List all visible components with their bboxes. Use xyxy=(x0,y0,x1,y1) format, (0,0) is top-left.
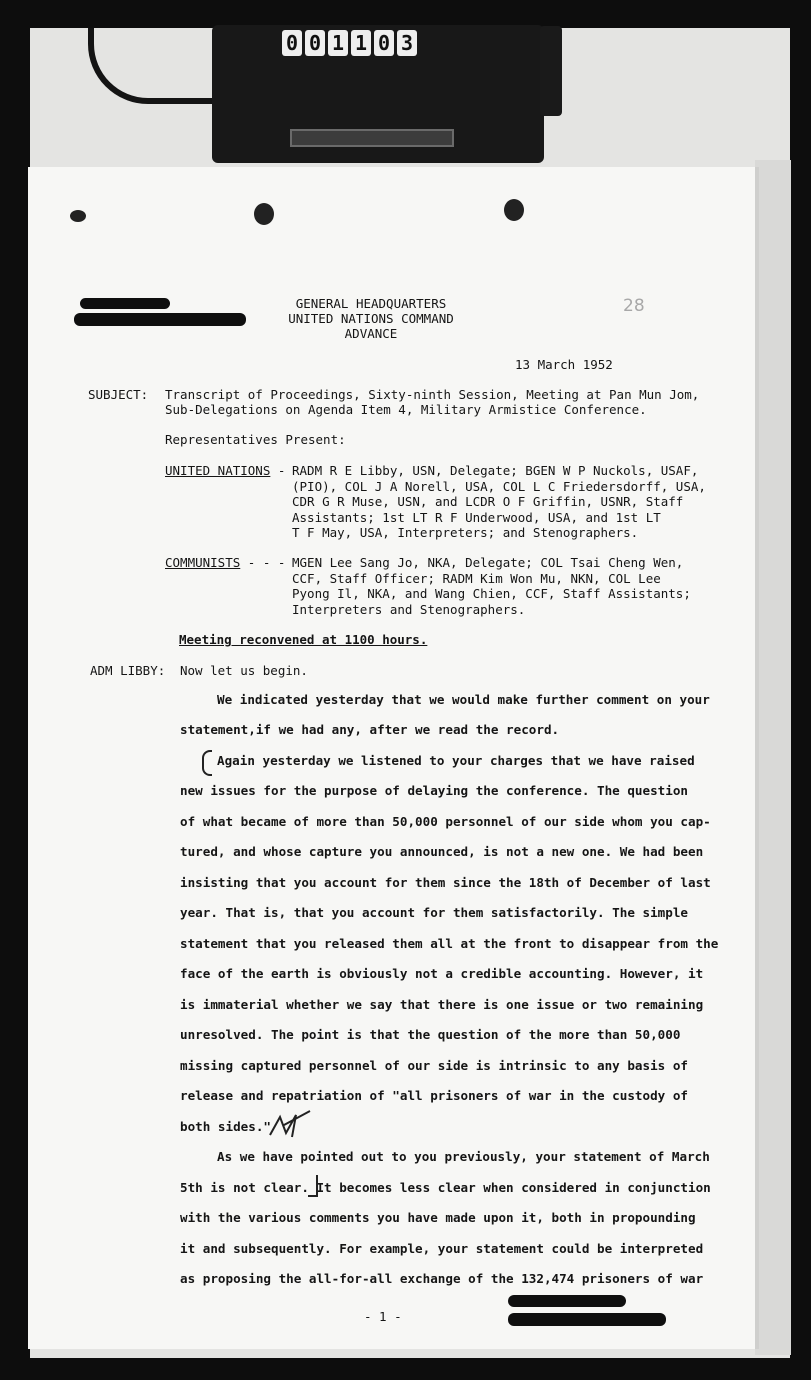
pen-scribble-mark xyxy=(266,1109,316,1141)
page-mark: 28 xyxy=(623,296,645,316)
body-line: insisting that you account for them since the 18th of December of last xyxy=(180,875,711,890)
representatives-heading: Representatives Present: xyxy=(165,432,346,447)
body-line: unresolved. The point is that the question of the more than 50,000 xyxy=(180,1027,681,1042)
body-line: as proposing the all-for-all exchange of the 132,474 prisoners of war xyxy=(180,1271,704,1286)
counter-digit: 0 xyxy=(305,30,325,56)
counter-plate xyxy=(290,129,454,147)
un-member-line: T F May, USA, Interpreters; and Stenographers. xyxy=(292,525,639,541)
body-line: both sides." xyxy=(180,1119,271,1134)
body-line: As we have pointed out to you previously, your statement of March xyxy=(217,1149,710,1164)
punch-hole xyxy=(504,199,524,221)
counter-digit: 1 xyxy=(351,30,371,56)
document-date: 13 March 1952 xyxy=(515,357,613,372)
body-line: is immaterial whether we say that there is one issue or two remaining xyxy=(180,997,704,1012)
redaction-bar xyxy=(80,298,170,309)
speaker-opening: Now let us begin. xyxy=(180,663,308,678)
body-line: We indicated yesterday that we would make further comment on your xyxy=(217,692,710,707)
communist-member-line: CCF, Staff Officer; RADM Kim Won Mu, NKN, COL Lee xyxy=(292,570,661,586)
frame-counter xyxy=(212,25,544,163)
frame-counter-digits xyxy=(282,30,417,56)
communist-member-line: Interpreters and Stenographers. xyxy=(292,601,526,617)
pen-bracket-mark xyxy=(202,750,212,776)
un-member-line: RADM R E Libby, USN, Delegate; BGEN W P Nuckols, USAF, xyxy=(292,463,699,478)
communist-member-line: Pyong Il, NKA, and Wang Chien, CCF, Staff Assistants; xyxy=(292,586,691,602)
redaction-bar xyxy=(508,1295,626,1307)
body-line: missing captured personnel of our side is intrinsic to any basis of xyxy=(180,1058,688,1073)
body-line: Again yesterday we listened to your charges that we have raised xyxy=(217,753,695,768)
letterhead-line: ADVANCE xyxy=(344,326,398,341)
body-line: statement that you released them all at the front to disappear from the xyxy=(180,936,719,951)
clamp xyxy=(540,26,562,116)
communists-dash: - - - xyxy=(240,555,286,570)
letterhead-line: GENERAL HEADQUARTERS xyxy=(295,296,447,311)
communist-members xyxy=(292,555,691,617)
body-line: release and repatriation of "all prisoners of war in the custody of xyxy=(180,1088,688,1103)
punch-hole xyxy=(70,210,86,222)
backing-strip xyxy=(755,160,791,1355)
meeting-note: Meeting reconvened at 1100 hours. xyxy=(179,632,428,647)
un-member-line: (PIO), COL J A Norell, USA, COL L C Friedersdorff, USA, xyxy=(292,478,706,494)
speaker-label: ADM LIBBY: xyxy=(90,663,166,678)
body-line: 5th is not clear. It becomes less clear when considered in conjunction xyxy=(180,1180,711,1195)
counter-digit: 0 xyxy=(282,30,302,56)
subject-label: SUBJECT: xyxy=(88,387,149,402)
un-members xyxy=(292,463,706,541)
communist-delegation xyxy=(165,555,285,570)
body-line: of what became of more than 50,000 personnel of our side whom you cap- xyxy=(180,814,711,829)
un-member-line: Assistants; 1st LT R F Underwood, USA, and 1st LT xyxy=(292,509,661,525)
counter-digit: 1 xyxy=(328,30,348,56)
body-line: with the various comments you have made upon it, both in propounding xyxy=(180,1210,696,1225)
pen-bracket-mark xyxy=(308,1175,318,1197)
un-delegation xyxy=(165,463,285,478)
communists-label: COMMUNISTS xyxy=(165,555,241,570)
un-member-line: CDR G R Muse, USN, and LCDR O F Griffin, USNR, Staff xyxy=(292,494,684,510)
body-line: year. That is, that you account for them satisfactorily. The simple xyxy=(180,905,688,920)
communist-member-line: MGEN Lee Sang Jo, NKA, Delegate; COL Tsai Cheng Wen, xyxy=(292,555,684,570)
page-number: - 1 - xyxy=(364,1309,402,1324)
body-line: it and subsequently. For example, your statement could be interpreted xyxy=(180,1241,704,1256)
punch-hole xyxy=(254,203,274,225)
redaction-bar xyxy=(508,1313,666,1326)
counter-digit: 0 xyxy=(374,30,394,56)
redaction-bar xyxy=(74,313,246,326)
un-label: UNITED NATIONS xyxy=(165,463,271,478)
letterhead-line: UNITED NATIONS COMMAND xyxy=(288,311,454,326)
subject-line: Sub-Delegations on Agenda Item 4, Military Armistice Conference. xyxy=(165,402,647,417)
body-line: face of the earth is obviously not a credible accounting. However, it xyxy=(180,966,704,981)
subject-line: Transcript of Proceedings, Sixty-ninth Session, Meeting at Pan Mun Jom, xyxy=(165,387,700,402)
counter-digit: 3 xyxy=(397,30,417,56)
body-line: statement,if we had any, after we read the record. xyxy=(180,722,560,737)
body-line: new issues for the purpose of delaying the conference. The question xyxy=(180,783,688,798)
body-line: tured, and whose capture you announced, is not a new one. We had been xyxy=(180,844,704,859)
un-dash: - xyxy=(270,463,286,478)
document-page xyxy=(28,167,755,1349)
letterhead xyxy=(286,296,456,341)
